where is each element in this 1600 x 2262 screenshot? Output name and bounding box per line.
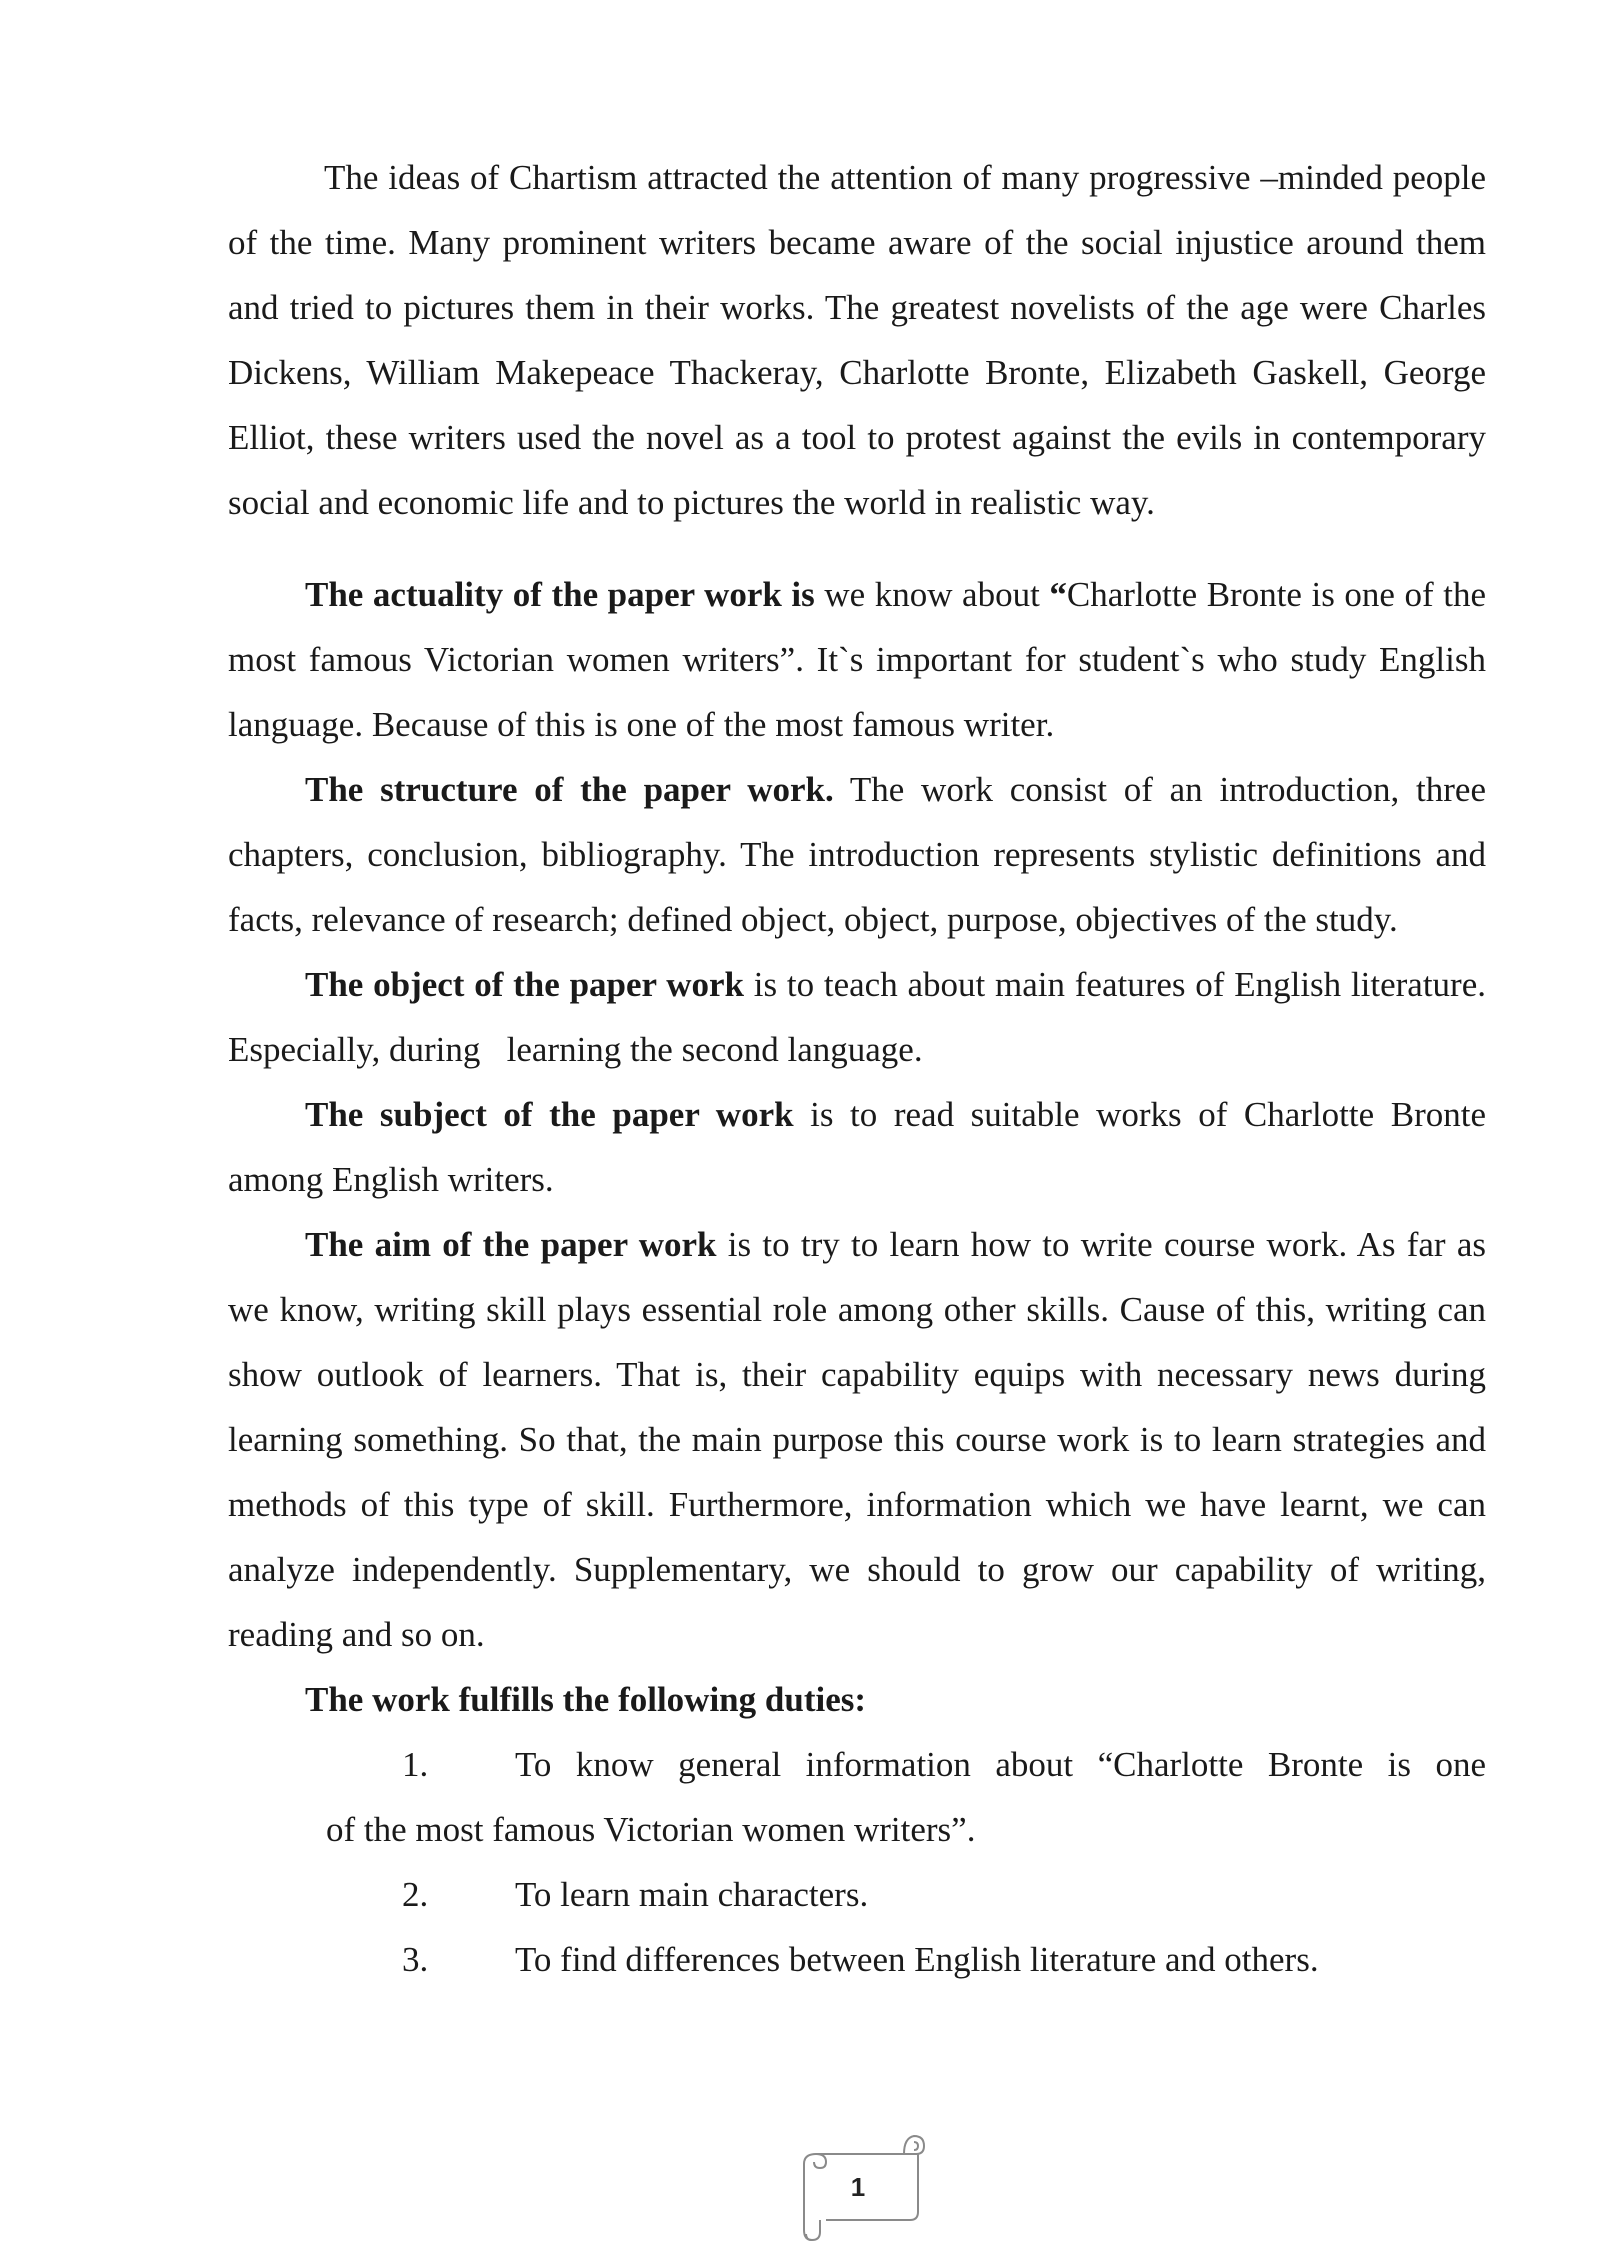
intro-paragraph: The ideas of Chartism attracted the attention of many progressive –minded people of the time. Many prominent writers became aware of the social injustice around them and tried to pictures them in their works. The greatest novelists of the age were Charles Dickens, William Makepeace Thackeray, Charlotte Bronte, Elizabeth Gaskell, George Elliot, these writers used the novel as a tool to protest against the evils in contemporary social and economic life and to pictures the world in realistic way. bbox=[228, 158, 1486, 522]
list-item-text: To find differences between English literature and others. bbox=[515, 1940, 1319, 1979]
list-item-text: To know general information about “Charlotte Bronte is one bbox=[515, 1745, 1486, 1784]
page-number: 1 bbox=[850, 2172, 866, 2202]
actuality-quote-mark: “ bbox=[1049, 575, 1067, 614]
structure-heading: The structure of the paper work. bbox=[305, 770, 834, 809]
list-item-text: To learn main characters. bbox=[515, 1875, 869, 1914]
subject-heading: The subject of the paper work bbox=[305, 1095, 794, 1134]
aim-heading: The aim of the paper work bbox=[305, 1225, 717, 1264]
list-item-text-continued: of the most famous Victorian women writers”. bbox=[326, 1810, 976, 1849]
actuality-paragraph bbox=[228, 562, 1486, 757]
structure-text: The work consist of an introduction, three chapters, conclusion, bibliography. The introduction represents stylistic definitions and facts, relevance of research; defined object, object, purpose, objectives of the study. bbox=[228, 770, 1486, 939]
duties-heading: The work fulfills the following duties: bbox=[305, 1680, 867, 1719]
object-heading: The object of the paper work bbox=[305, 965, 744, 1004]
object-text: is to teach about main features of English literature. Especially, during learning the second language. bbox=[228, 965, 1495, 1069]
duties-list bbox=[228, 1732, 1486, 1992]
document-page bbox=[228, 145, 1495, 1992]
actuality-heading: The actuality of the paper work is bbox=[305, 575, 815, 614]
subject-text: is to read suitable works of Charlotte Bronte among English writers. bbox=[228, 1095, 1486, 1199]
list-item-number: 2. bbox=[402, 1875, 429, 1914]
list-item bbox=[228, 1732, 1486, 1862]
aim-paragraph bbox=[228, 1212, 1486, 1667]
list-item-number: 1. bbox=[402, 1745, 429, 1784]
list-item bbox=[228, 1862, 1486, 1927]
duties-heading-paragraph bbox=[228, 1667, 1486, 1732]
object-paragraph bbox=[228, 952, 1495, 1082]
aim-text: is to try to learn how to write course work. As far as we know, writing skill plays essential role among other skills. Cause of this, writing can show outlook of learners. That is, their capability equips with necessary news during learning something. So that, the main purpose this course work is to learn strategies and methods of this type of skill. Furthermore, information which we have learnt, we can analyze independently. Supplementary, we should to grow our capability of writing, reading and so on. bbox=[228, 1225, 1486, 1654]
list-item-number: 3. bbox=[402, 1940, 429, 1979]
actuality-text: Charlotte Bronte is one of the most famous Victorian women writers”. It`s important for student`s who study English language. Because of this is one of the most famous writer. bbox=[228, 575, 1486, 744]
subject-paragraph bbox=[228, 1082, 1486, 1212]
structure-paragraph bbox=[228, 757, 1486, 952]
actuality-mid: we know about bbox=[814, 575, 1050, 614]
list-item bbox=[228, 1927, 1486, 1992]
